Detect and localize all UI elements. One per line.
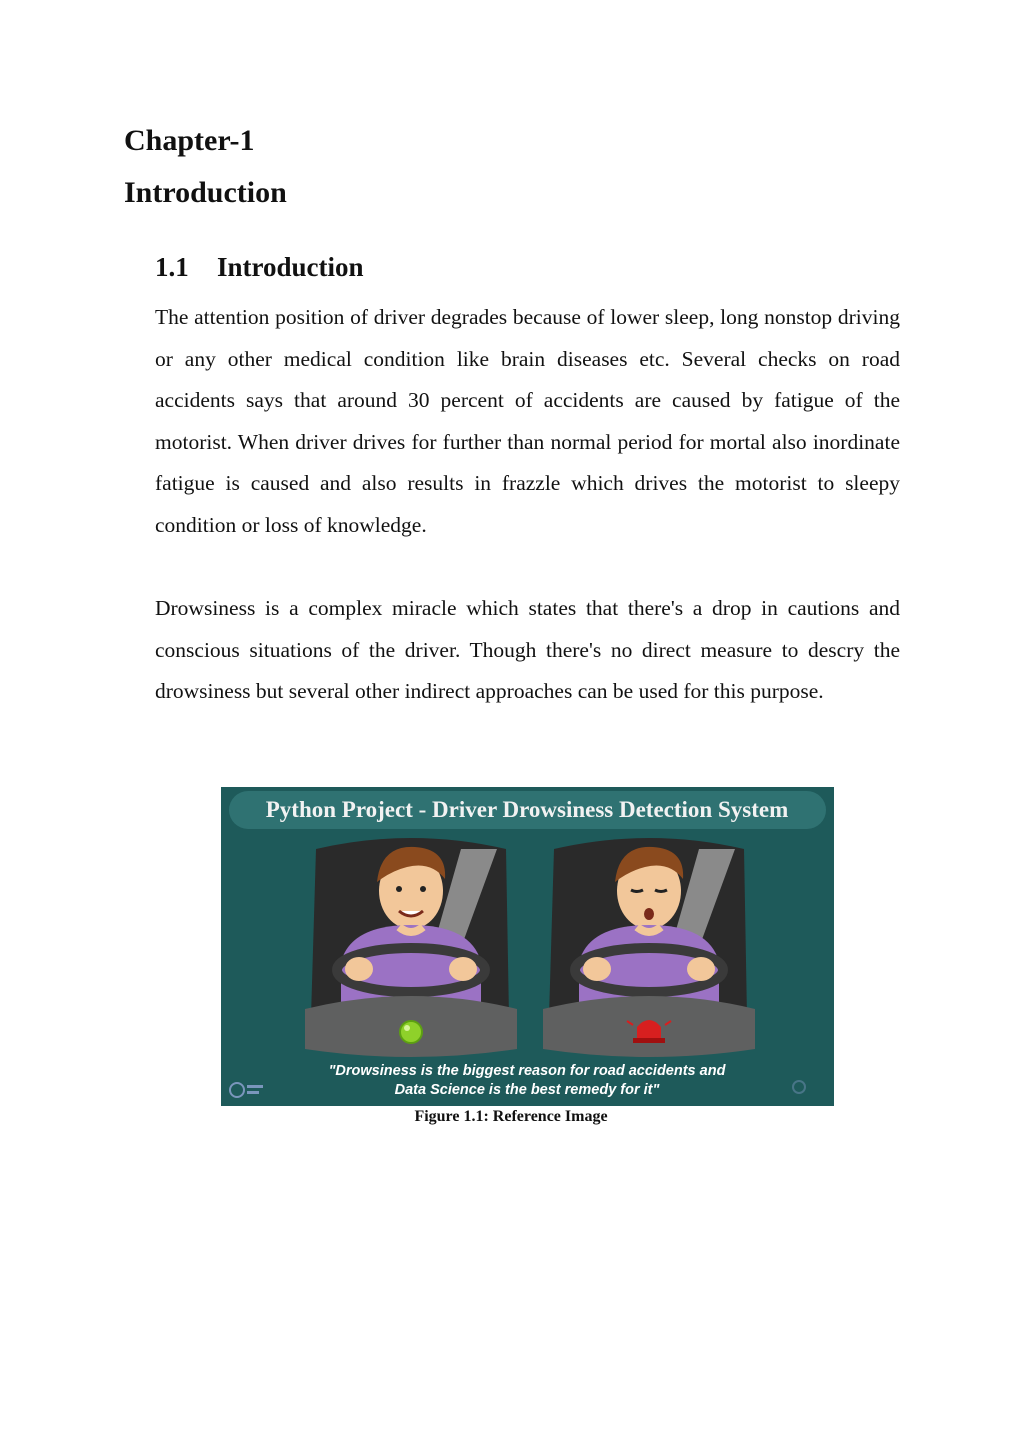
eye-left-2 bbox=[420, 886, 426, 892]
figure-illustration bbox=[221, 787, 834, 1106]
hand-left-1 bbox=[345, 957, 373, 981]
closed-eye-1 bbox=[631, 890, 643, 892]
eye-left-1 bbox=[396, 886, 402, 892]
section-title: Introduction bbox=[217, 252, 364, 282]
reference-figure bbox=[221, 787, 834, 1106]
chapter-title: Introduction bbox=[124, 176, 287, 209]
quote-line-2: Data Science is the best remedy for it" bbox=[394, 1082, 660, 1098]
closed-eye-2 bbox=[655, 890, 667, 892]
figure-caption: Figure 1.1: Reference Image bbox=[414, 1108, 608, 1125]
chapter-number: Chapter-1 bbox=[124, 124, 255, 157]
paragraph-2: Drowsiness is a complex miracle which states that there's a drop in cautions and conscious situations of the driver. Though there's no direct measure to descry the drowsiness but several other indirect approaches can be used for this purpose. bbox=[155, 596, 900, 704]
yawn-mouth bbox=[644, 908, 654, 920]
section-number: 1.1 bbox=[155, 252, 189, 282]
drowsy-driver bbox=[543, 838, 755, 1057]
banner-title: Python Project - Driver Drowsiness Detection System bbox=[265, 797, 789, 822]
hand-left-2 bbox=[449, 957, 477, 981]
alert-driver bbox=[305, 838, 517, 1057]
hand-right-2 bbox=[687, 957, 715, 981]
quote-line-1: "Drowsiness is the biggest reason for road accidents and bbox=[328, 1063, 726, 1079]
smile-left bbox=[399, 911, 423, 916]
section-heading bbox=[155, 252, 364, 283]
paragraph-1: The attention position of driver degrades because of lower sleep, long nonstop driving or any other medical condition like brain diseases etc. Several checks on road accidents says that around 30 percent of accidents are caused by fatigue of the motorist. When driver drives for further than normal period for mortal also inordinate fatigue is caused and also results in frazzle which drives the motorist to sleepy condition or loss of knowledge. bbox=[155, 305, 900, 537]
green-light-icon bbox=[400, 1021, 422, 1043]
hand-right-1 bbox=[583, 957, 611, 981]
